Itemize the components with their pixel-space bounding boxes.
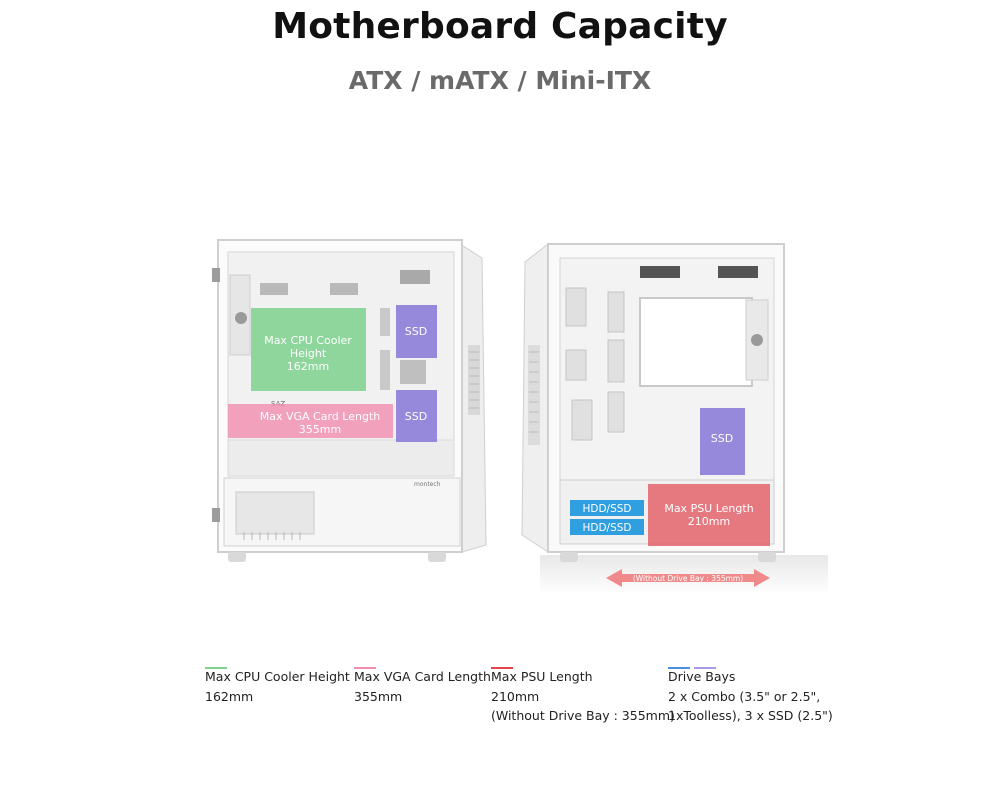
legend-vga <box>354 655 491 706</box>
vga-label-1: Max VGA Card Length <box>259 410 381 423</box>
ssd-bottom-label: SSD <box>404 410 428 423</box>
page-title: Motherboard Capacity <box>272 6 728 47</box>
legend-vga-value: 355mm <box>354 688 403 704</box>
cpu-label-1: Max CPU Cooler <box>264 334 352 347</box>
vga-label-2: 355mm <box>298 423 342 436</box>
legend-drive-bays <box>668 655 833 726</box>
psu-label-2: 210mm <box>687 515 731 528</box>
front-logo: montech <box>414 481 441 488</box>
psu-label-1: Max PSU Length <box>664 502 754 515</box>
legend-psu-value: 210mm <box>491 688 540 704</box>
psu-arrow-label: (Without Drive Bay : 355mm) <box>632 574 744 583</box>
hdd-bottom-label: HDD/SSD <box>582 522 632 534</box>
legend-drive-note: 1xToolless), 3 x SSD (2.5") <box>668 708 833 723</box>
hdd-top-label: HDD/SSD <box>582 503 632 515</box>
legend-psu <box>491 655 675 726</box>
left-case <box>212 240 486 562</box>
ssd-rear-label: SSD <box>710 432 734 445</box>
cpu-label-2: Height <box>289 347 327 360</box>
right-case <box>522 244 828 595</box>
legend-cpu-value: 162mm <box>205 688 254 704</box>
legend-drive-value: 2 x Combo (3.5" or 2.5", <box>668 688 821 704</box>
legend-psu-title: Max PSU Length <box>491 669 593 684</box>
page-subtitle: ATX / mATX / Mini-ITX <box>348 66 652 95</box>
legend-psu-note: (Without Drive Bay : 355mm) <box>491 708 675 723</box>
legend-vga-title: Max VGA Card Length <box>354 669 491 684</box>
legend-cpu-title: Max CPU Cooler Height <box>205 669 350 684</box>
cpu-label-3: 162mm <box>286 360 330 373</box>
legend-cpu <box>205 655 350 706</box>
legend-drive-title: Drive Bays <box>668 669 736 684</box>
ssd-top-label: SSD <box>404 325 428 338</box>
